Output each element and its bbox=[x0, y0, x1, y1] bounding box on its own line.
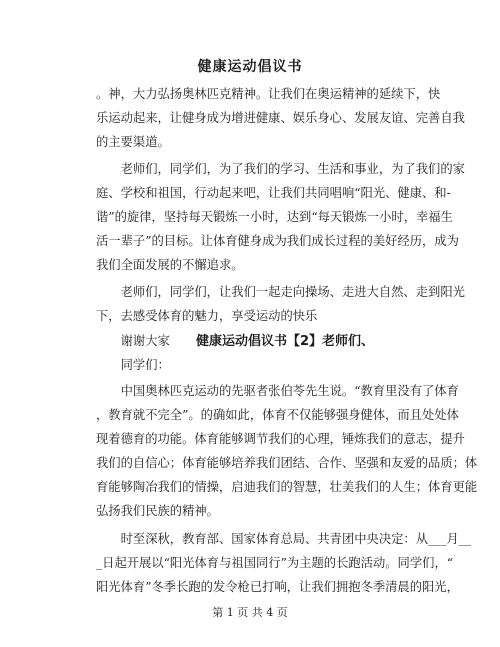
body-line: 弘扬我们民族的精神。 bbox=[96, 504, 219, 518]
body-line: 。神，大力弘扬奥林匹克精神。让我们在奥运精神的延续下，快 bbox=[96, 87, 441, 101]
body-line: _日起开展以“阳光体育与祖国同行”为主题的长跑活动。同学们，“ bbox=[96, 556, 454, 570]
body-line: 中国奥林匹克运动的先驱者张伯苓先生说。“教育里没有了体育 bbox=[96, 384, 459, 398]
body-line: 我们的自信心；体育能够培养我们团结、合作、坚强和友爱的品质；体 bbox=[96, 456, 478, 470]
body-line: 活一辈子”的目标。让体育健身成为我们成长过程的美好经历，成为 bbox=[96, 234, 459, 248]
body-line: 谐”的旋律，坚持每天锻炼一小时，达到“每天锻炼一小时，幸福生 bbox=[96, 210, 453, 224]
body-line: 老师们，同学们，为了我们的学习、生活和事业，为了我们的家 bbox=[96, 162, 465, 176]
body-line: 下，去感受体育的魅力，享受运动的快乐 bbox=[96, 309, 318, 323]
body-line: ，教育就不完全”。的确如此，体育不仅能够强身健体，而且处处体 bbox=[96, 408, 459, 422]
body-line: 老师们，同学们，让我们一起走向操场、走进大自然、走到阳光 bbox=[96, 285, 465, 299]
body-line: 的主要渠道。 bbox=[96, 135, 170, 149]
body-line: 谢谢大家 bbox=[96, 334, 170, 348]
body-line: 庭、学校和祖国，行动起来吧，让我们共同唱响“阳光、健康、和- bbox=[96, 186, 451, 200]
body-line: 阳光体育”冬季长跑的发令枪已打响，让我们拥抱冬季清晨的阳光， bbox=[96, 580, 459, 594]
body-line: 同学们： bbox=[96, 358, 170, 372]
body-line: 育能够陶冶我们的情操，启迪我们的智慧，壮美我们的人生；体育更能 bbox=[96, 480, 478, 494]
body-line: 时至深秋，教育部、国家体育总局、共青团中央决定：从___月__ bbox=[96, 532, 472, 546]
body-line: 现着德育的功能。体育能够调节我们的心理，锤炼我们的意志，提升 bbox=[96, 432, 465, 446]
document-title: 健康运动倡议书 bbox=[197, 59, 303, 75]
page-footer: 第 1 页 共 4 页 bbox=[212, 606, 288, 619]
body-line: 我们全面发展的不懈追求。 bbox=[96, 258, 244, 272]
body-line: 乐运动起来，让健身成为增进健康、娱乐身心、发展友谊、完善自我 bbox=[96, 111, 465, 125]
section-heading: 健康运动倡议书【2】老师们、 bbox=[195, 334, 375, 349]
